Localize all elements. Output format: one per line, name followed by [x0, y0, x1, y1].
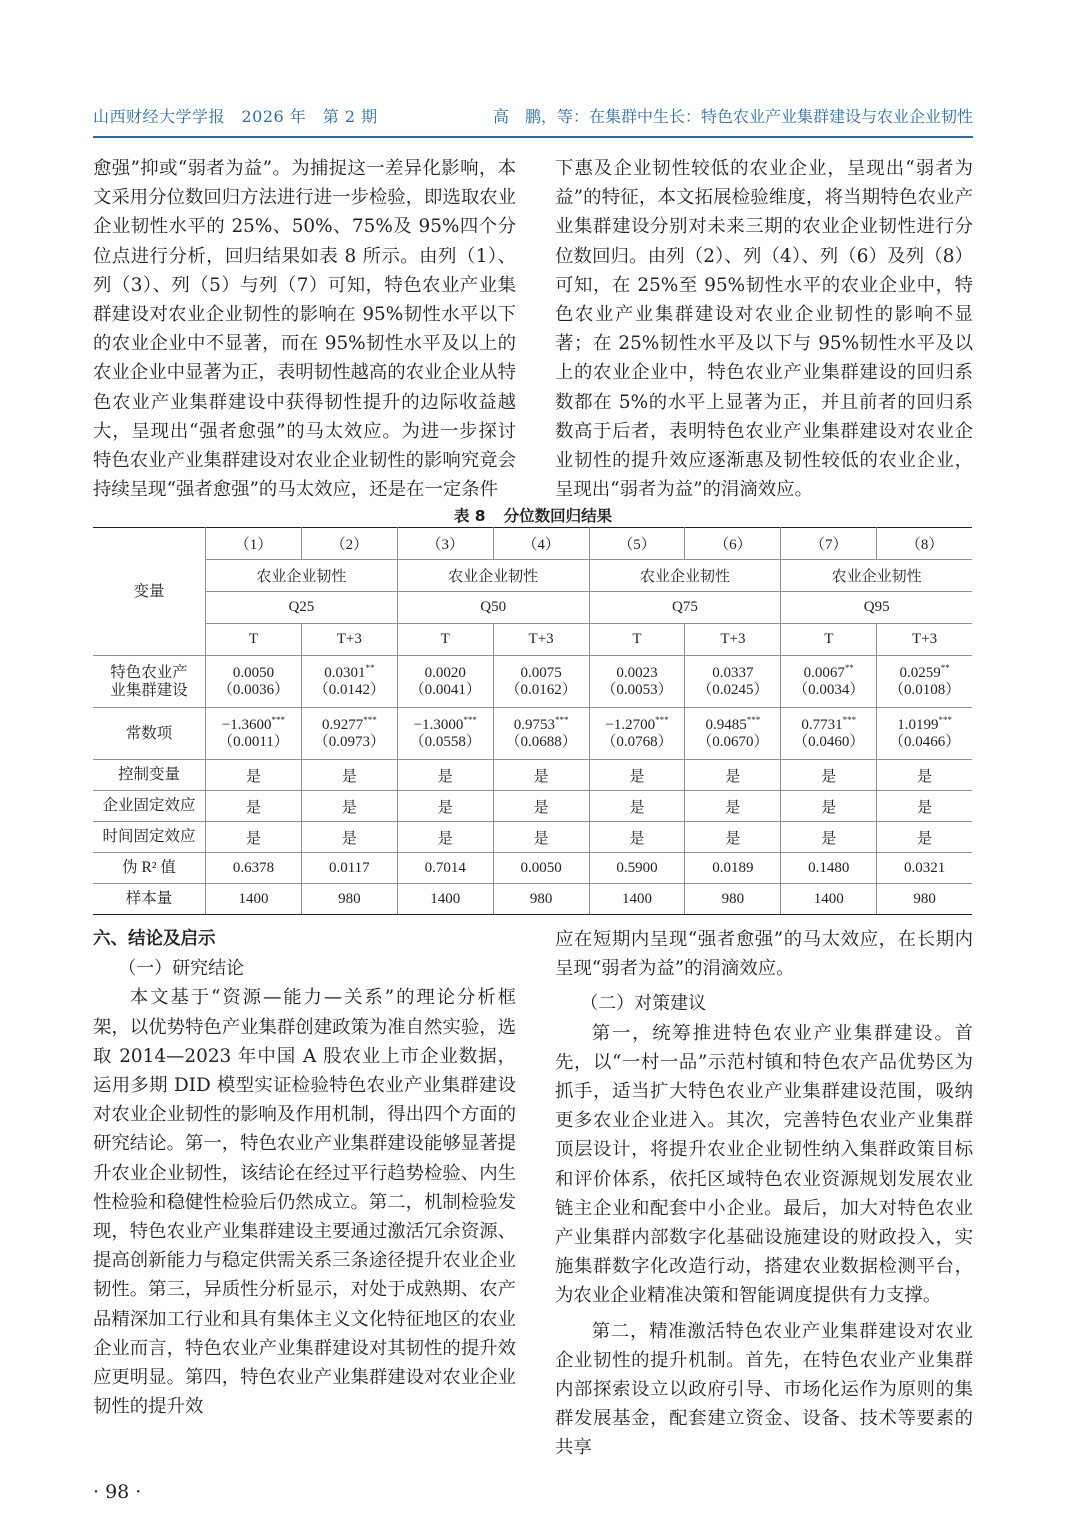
significance-stars: *** — [655, 714, 669, 725]
coefficient-cell — [877, 656, 972, 708]
coefficient-cell — [781, 708, 877, 760]
period-label: T+3 — [301, 624, 397, 656]
row-label — [93, 656, 206, 708]
table-row — [93, 884, 972, 915]
significance-stars: *** — [938, 714, 952, 725]
value-cell: 是 — [206, 760, 302, 791]
table-row — [93, 656, 972, 708]
standard-error: （0.0688） — [505, 733, 577, 750]
quantile-label: Q95 — [781, 592, 972, 624]
significance-stars: *** — [271, 714, 286, 725]
coefficient-cell — [685, 708, 781, 760]
journal-name: 山西财经大学学报 2026 年 第 2 期 — [93, 107, 378, 126]
coefficient-cell — [685, 656, 781, 708]
variable-header: 变量 — [93, 528, 206, 656]
estimate: 0.0023 — [616, 664, 658, 681]
estimate: −1.3600 — [221, 716, 272, 733]
section-6-left-column — [93, 925, 516, 1421]
significance-stars: ** — [365, 662, 375, 673]
significance-stars: *** — [842, 714, 857, 725]
coefficient-cell — [206, 656, 302, 708]
estimate: 0.0050 — [232, 664, 275, 681]
table-title: 分位数回归结果 — [503, 507, 613, 525]
page-number: · 98 · — [93, 1481, 142, 1503]
coefficient-cell — [397, 656, 493, 708]
column-number: （8） — [877, 528, 972, 560]
period-label: T — [781, 624, 877, 656]
coefficient-cell — [781, 656, 877, 708]
estimate: 0.9753 — [513, 716, 555, 733]
value-cell: 是 — [589, 791, 685, 822]
value-cell: 980 — [877, 884, 972, 915]
value-cell: 是 — [877, 791, 972, 822]
period-label: T+3 — [685, 624, 781, 656]
standard-error: （0.0011） — [218, 733, 289, 750]
period-label: T+3 — [493, 624, 589, 656]
table-row — [93, 853, 972, 884]
standard-error: （0.0558） — [409, 733, 481, 750]
estimate: 0.9277 — [321, 716, 364, 733]
regression-table — [93, 527, 972, 915]
row-label: 企业固定效应 — [93, 791, 206, 822]
table-row — [93, 822, 972, 853]
coefficient-cell — [301, 656, 397, 708]
coefficient-cell — [589, 708, 685, 760]
value-cell: 是 — [685, 760, 781, 791]
subsection-heading: （二）对策建议 — [580, 993, 707, 1015]
estimate: 0.9485 — [705, 716, 747, 733]
value-cell: 1400 — [781, 884, 877, 915]
coefficient-cell — [589, 656, 685, 708]
value-cell: 是 — [397, 760, 493, 791]
column-number: （1） — [206, 528, 302, 560]
quantile-label: Q25 — [206, 592, 398, 624]
estimate: 0.0337 — [712, 664, 754, 681]
value-cell: 是 — [877, 822, 972, 853]
coefficient-cell — [493, 656, 589, 708]
row-label: 样本量 — [93, 884, 206, 915]
value-cell: 0.0117 — [301, 853, 397, 884]
paragraph: 愈强”抑或“弱者为益”。为捕捉这一差异化影响，本文采用分位数回归方法进行进一步检验，即选取农业企业韧性水平的 25%、50%、75%及 95%四个分位点进行分析，回归结果如表 8 所示。由列（1）、列（3）、列（5）与列（7）可知，特色农业产业集群建设对农业企业韧性的影响在 95%韧性水平以下的农业企业中不显著，而在 95%韧性水平及以上的农业企业中显著为正，表明韧性越高的农业企业从特色农业产业集群建设中获得韧性提升的边际收益越大，呈现出“强者愈强”的马太效应。为进一步探讨特色农业产业集群建设对农业企业韧性的影响究竟会持续呈现“强者愈强”的马太效应，还是在一定条件 — [93, 158, 516, 501]
coefficient-cell — [206, 708, 302, 760]
row-label — [93, 708, 206, 760]
value-cell: 是 — [685, 791, 781, 822]
period-label: T — [206, 624, 302, 656]
value-cell: 是 — [493, 760, 589, 791]
value-cell: 0.6378 — [206, 853, 302, 884]
standard-error: （0.0460） — [793, 733, 865, 750]
running-title: 高 鹏，等：在集群中生长：特色农业产业集群建设与农业企业韧性 — [492, 107, 973, 126]
paragraph: 应在短期内呈现“强者愈强”的马太效应，在长期内呈现“弱者为益”的涓滴效应。 — [555, 929, 973, 980]
value-cell: 是 — [493, 822, 589, 853]
estimate: −1.3000 — [413, 716, 464, 733]
standard-error: （0.0245） — [697, 681, 769, 698]
value-cell: 0.7014 — [397, 853, 493, 884]
column-number: （2） — [301, 528, 397, 560]
running-header — [93, 98, 973, 132]
row-label: 伪 R² 值 — [93, 853, 206, 884]
quantile-label: Q50 — [397, 592, 589, 624]
standard-error: （0.0466） — [888, 733, 961, 750]
estimate: 1.0199 — [897, 716, 939, 733]
paragraph: 本文基于“资源—能力—关系”的理论分析框架，以优势特色产业集群创建政策为准自然实验，选取 2014—2023 年中国 A 股农业上市企业数据，运用多期 DID 模型实证检验特色农业产业集群建设对农业企业韧性的影响及作用机制，得出四个方面的研究结论。第一，特色农业产业集群建设能够显著提升农业企业韧性，该结论在经过平行趋势检验、内生性检验和稳健性检验后仍然成立。第二，机制检验发现，特色农业产业集群建设主要通过激活冗余资源、提高创新能力与稳定供需关系三条途径提升农业企业韧性。第三，异质性分析显示，对处于成熟期、农产品精深加工行业和具有集体主义文化特征地区的农业企业而言，特色农业产业集群建设对其韧性的提升效应更明显。第四，特色农业产业集群建设对农业企业韧性的提升效 — [93, 987, 516, 1418]
period-label: T — [397, 624, 493, 656]
subsection-heading: （一）研究结论 — [118, 958, 245, 980]
row-label: 时间固定效应 — [93, 822, 206, 853]
standard-error: （0.0034） — [793, 681, 865, 698]
coefficient-cell — [301, 708, 397, 760]
significance-stars: ** — [940, 662, 950, 673]
paragraph: 第二，精准激活特色农业产业集群建设对农业企业韧性的提升机制。首先，在特色农业产业集群内部探索设立以政府引导、市场化运作为原则的集群发展基金，配套建立资金、设备、技术等要素的共享 — [555, 1320, 973, 1459]
period-label: T — [589, 624, 685, 656]
body-text-top-left — [93, 154, 516, 504]
table-row — [93, 624, 972, 656]
value-cell: 0.5900 — [589, 853, 685, 884]
value-cell: 是 — [206, 791, 302, 822]
value-cell: 980 — [301, 884, 397, 915]
column-number: （3） — [397, 528, 493, 560]
dependent-variable: 农业企业韧性 — [206, 560, 398, 592]
quantile-label: Q75 — [589, 592, 781, 624]
significance-stars: *** — [554, 714, 569, 725]
value-cell: 0.0050 — [493, 853, 589, 884]
value-cell: 1400 — [206, 884, 302, 915]
significance-stars: ** — [844, 662, 854, 673]
value-cell: 是 — [493, 791, 589, 822]
standard-error: （0.0041） — [409, 681, 481, 698]
paragraph: 下惠及企业韧性较低的农业企业，呈现出“弱者为益”的特征，本文拓展检验维度，将当期特色农业产业集群建设分别对未来三期的农业企业韧性进行分位数回归。由列（2）、列（4）、列（6）及列（8）可知，在 25%至 95%韧性水平的农业企业中，特色农业产业集群建设对农业企业韧性的影响不显著；在 25%韧性水平及以下与 95%韧性水平及以上的农业企业中，特色农业产业集群建设的回归系数都在 5%的水平上显著为正，并且前者的回归系数高于后者，表明特色农业产业集群建设对农业企业韧性的提升效应逐渐惠及韧性较低的农业企业，呈现出“弱者为益”的涓滴效应。 — [555, 158, 973, 501]
estimate: 0.0075 — [520, 664, 562, 681]
value-cell: 0.0321 — [877, 853, 972, 884]
column-number: （6） — [685, 528, 781, 560]
dependent-variable: 农业企业韧性 — [781, 560, 972, 592]
table-row — [93, 760, 972, 791]
section-heading: 六、结论及启示 — [93, 929, 216, 949]
table-row — [93, 528, 972, 560]
estimate: 0.0067 — [803, 664, 845, 681]
value-cell: 是 — [877, 760, 972, 791]
standard-error: （0.0053） — [601, 681, 673, 698]
value-cell: 是 — [781, 791, 877, 822]
significance-stars: *** — [363, 714, 377, 725]
table-row — [93, 791, 972, 822]
period-label: T+3 — [877, 624, 972, 656]
value-cell: 1400 — [397, 884, 493, 915]
estimate: 0.0020 — [424, 664, 466, 681]
significance-stars: *** — [463, 714, 477, 725]
column-number: （5） — [589, 528, 685, 560]
dependent-variable: 农业企业韧性 — [397, 560, 589, 592]
table-row — [93, 592, 972, 624]
value-cell: 是 — [589, 822, 685, 853]
standard-error: （0.0108） — [888, 681, 961, 698]
estimate: 0.0301 — [324, 664, 366, 681]
row-label-text: 常数项 — [125, 724, 173, 742]
estimate: 0.7731 — [801, 716, 843, 733]
column-number: （7） — [781, 528, 877, 560]
coefficient-cell — [493, 708, 589, 760]
value-cell: 是 — [781, 760, 877, 791]
dependent-variable: 农业企业韧性 — [589, 560, 781, 592]
section-6-right-column — [555, 925, 973, 1463]
value-cell: 是 — [301, 791, 397, 822]
value-cell: 0.1480 — [781, 853, 877, 884]
row-label-text: 特色农业产业集群建设 — [110, 663, 188, 699]
value-cell: 是 — [685, 822, 781, 853]
value-cell: 1400 — [589, 884, 685, 915]
body-text-top-right — [555, 154, 973, 504]
row-label: 控制变量 — [93, 760, 206, 791]
estimate: −1.2700 — [605, 716, 656, 733]
header-rule — [93, 136, 973, 138]
significance-stars: *** — [746, 714, 761, 725]
table-caption — [93, 504, 973, 526]
standard-error: （0.0973） — [313, 733, 385, 750]
standard-error: （0.0162） — [505, 681, 577, 698]
value-cell: 980 — [493, 884, 589, 915]
value-cell: 是 — [397, 822, 493, 853]
value-cell: 是 — [301, 822, 397, 853]
table-row — [93, 560, 972, 592]
value-cell: 0.0189 — [685, 853, 781, 884]
standard-error: （0.0670） — [697, 733, 769, 750]
standard-error: （0.0142） — [313, 681, 385, 698]
standard-error: （0.0036） — [217, 681, 290, 698]
value-cell: 980 — [685, 884, 781, 915]
value-cell: 是 — [781, 822, 877, 853]
standard-error: （0.0768） — [601, 733, 673, 750]
paragraph: 第一，统筹推进特色农业产业集群建设。首先，以“一村一品”示范村镇和特色农产品优势区为抓手，适当扩大特色农业产业集群建设范围，吸纳更多农业企业进入。其次，完善特色农业产业集群顶层设计，将提升农业企业韧性纳入集群政策目标和评价体系，依托区域特色农业资源规划发展农业链主企业和配套中小企业。最后，加大对特色农业产业集群内部数字化基础设施建设的财政投入，实施集群数字化改造行动，搭建农业数据检测平台，为农业企业精准决策和智能调度提供有力支撑。 — [555, 1022, 973, 1307]
column-number: （4） — [493, 528, 589, 560]
coefficient-cell — [397, 708, 493, 760]
table-number: 表 8 — [453, 507, 486, 525]
value-cell: 是 — [301, 760, 397, 791]
value-cell: 是 — [589, 760, 685, 791]
coefficient-cell — [877, 708, 972, 760]
estimate: 0.0259 — [899, 664, 941, 681]
table-row — [93, 708, 972, 760]
value-cell: 是 — [397, 791, 493, 822]
value-cell: 是 — [206, 822, 302, 853]
